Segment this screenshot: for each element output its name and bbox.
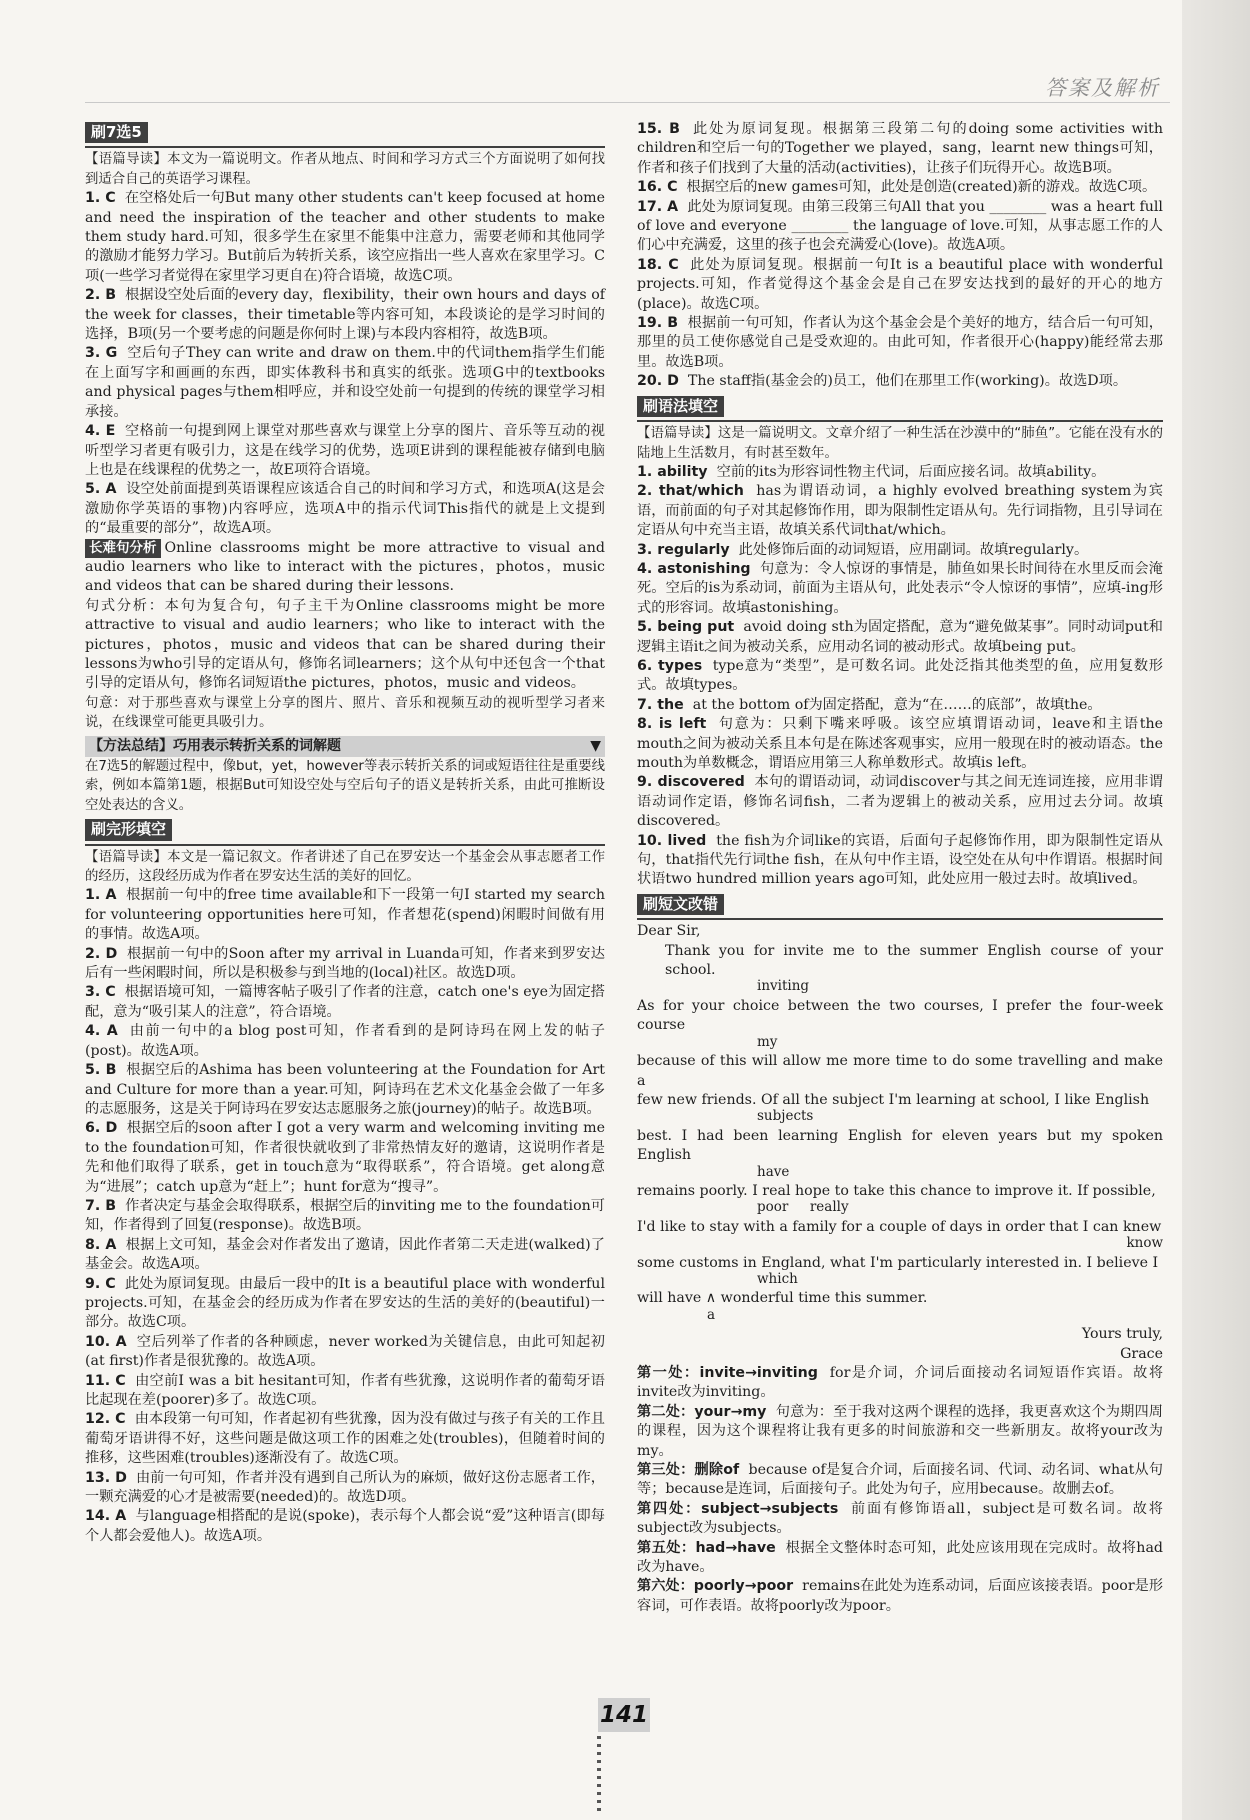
text-segment: for是介词，介词后面接动名词短语作宾语。故将invite改为inviting。 — [637, 1365, 1164, 1401]
text-segment: 6. D — [85, 1120, 118, 1137]
text-segment: 15. B — [637, 121, 680, 137]
text-segment: The staff指(基金会的)员工，他们在那里工作(working)。故选D项。 — [687, 373, 1128, 390]
text-segment: at the bottom of为固定搭配，意为“在……的底部”，故填the。 — [692, 696, 1102, 713]
right-column — [637, 120, 1163, 1616]
page-dots-decoration — [597, 1736, 601, 1816]
text-segment: 根据设空处后面的every day，flexibility，their own hours and days of the week for classes，their timetable等内容可知，本段谈论的是学习时间的选择，B项(另一个要考虑的问题是你何时上课)与本段内容相符，故选B项。 — [85, 287, 606, 343]
answer-item — [637, 657, 1163, 696]
text-segment: 2. B — [85, 287, 117, 304]
text-segment: 作者决定与基金会取得联系，根据空后的inviting me to the foundation可知，作者得到了回复(response)。故选B项。 — [85, 1197, 605, 1234]
text-segment: 根据空后的new games可知，此处是创造(created)新的游戏。故选C项。 — [686, 179, 1157, 196]
text-segment: 3. regularly — [637, 541, 730, 558]
letter-closing: Yours truly, — [1081, 1326, 1163, 1343]
answer-item — [85, 1197, 605, 1236]
text-segment: 在空格处后一句But many other students can't keep focused at home and need the inspiration of the teacher and other students to make them study hard.可知，很多学生在家里不能集中注意力，需要老师和其他同学的激励才能努力学习。But前后为转折关系，该空应指出一些人喜欢在家里学习。C项(一些学习者觉得在家里学习更自在)符合语境，故选C项。 — [85, 190, 605, 284]
text-segment: 前面有修饰语all，subject是可数名词。故将subject改为subjects。 — [637, 1500, 1163, 1537]
answer-list-cloze-continued — [637, 120, 1163, 392]
section-title: 刷7选5 — [85, 122, 148, 143]
text-segment: type意为“类型”，是可数名词。此处泛指其他类型的鱼，应用复数形式。故填types。 — [637, 657, 1163, 694]
answer-item — [85, 945, 605, 984]
answer-item — [637, 463, 1163, 482]
method-title: 【方法总结】巧用表示转折关系的词解题 — [89, 737, 341, 754]
answer-item — [637, 618, 1163, 657]
correction-item — [637, 1403, 1163, 1461]
text-segment: 19. B — [637, 315, 679, 332]
text-segment: 4. E — [85, 423, 116, 440]
correction-item — [637, 1500, 1163, 1539]
letter-line: best. I had been learning English for eleven years but my spoken English — [637, 1127, 1163, 1164]
text-segment: 空后列举了作者的各种顾虑，never worked为关键信息，由此可知起初(at first)作者是很犹豫的。故选A项。 — [85, 1333, 605, 1370]
page-edge-shadow — [1182, 0, 1250, 1820]
answer-item — [85, 1119, 605, 1197]
answer-item — [85, 189, 605, 286]
header-rule — [85, 102, 1170, 103]
text-segment: 第五处：had→have — [637, 1539, 776, 1556]
letter-signature: Grace — [1120, 1345, 1163, 1362]
analysis-meaning: 句意：对于那些喜欢与课堂上分享的图片、照片、音乐和视频互动的视听型学习者来说，在线课堂可能更具吸引力。 — [85, 695, 605, 731]
answer-item — [637, 120, 1163, 178]
text-segment: 第三处：删除of — [637, 1462, 740, 1479]
text-segment: has为谓语动词，a highly evolved breathing system为宾语，而前面的句子对其起修饰作用，即为限制性定语从句。先行词指物，且引导词在定语从句中充当主语，故填关系代词that/which。 — [637, 483, 1163, 539]
text-segment: 4. astonishing — [637, 560, 751, 577]
text-segment: 句意为：至于我对这两个课程的选择，我更喜欢这个为期四周的课程，因为这个课程将让我有更多的时间旅游和交一些新朋友。故将your改为my。 — [637, 1403, 1163, 1459]
text-segment: remains在此处为连系动词，后面应该接表语。poor是形容词，可作表语。故将poorly改为poor。 — [637, 1578, 1164, 1614]
text-segment: 5. B — [85, 1062, 117, 1079]
answer-item — [85, 286, 605, 344]
answer-item — [85, 1275, 605, 1333]
answer-item — [637, 560, 1163, 618]
answer-item — [637, 696, 1163, 715]
answer-item — [85, 1236, 605, 1275]
answer-item — [85, 1469, 605, 1508]
text-segment: 根据空后的soon after I got a very warm and welcoming inviting me to the foundation可知，作者很快就收到了非常热情友好的邀请，这说明作者是先和他们取得了联系，get in touch意为“取得联系”，符合语境。get along意为“进展”；catch up意为“赶上”；hunt for意为“搜寻”。 — [85, 1120, 605, 1195]
correction-word: know — [1126, 1235, 1163, 1252]
page-number: 141 — [598, 1698, 650, 1732]
text-segment: 由前一句中的a blog post可知，作者看到的是阿诗玛在网上发的帖子(post)。故选A项。 — [85, 1023, 605, 1059]
text-segment: 根据全文整体时态可知，此处应该用现在完成时。故将had改为have。 — [637, 1539, 1163, 1576]
correction-item — [637, 1461, 1163, 1500]
text-segment: 11. C — [85, 1372, 126, 1389]
text-segment: 7. B — [85, 1197, 117, 1214]
text-segment: 10. lived — [637, 832, 707, 849]
answer-item — [85, 886, 605, 944]
text-segment: 第二处：your→my — [637, 1403, 767, 1420]
text-segment: 5. being put — [637, 619, 735, 636]
letter-line: because of this will allow me more time to do some travelling and make a — [637, 1053, 1163, 1089]
text-segment: 6. types — [637, 657, 703, 674]
correction-word: which — [757, 1270, 798, 1287]
answer-item — [85, 1507, 605, 1546]
answer-item — [637, 832, 1163, 890]
text-segment: avoid doing sth为固定搭配，意为“避免做某事”。同时动词put和逻辑主语it之间为被动关系，应用动名词的被动形式。故填being put。 — [637, 619, 1163, 655]
correction-word: inviting — [757, 978, 810, 995]
section-header-error-correction — [637, 894, 1163, 920]
correction-letter — [637, 922, 1163, 1364]
answer-item — [637, 715, 1163, 773]
text-segment: 第四处：subject→subjects — [637, 1500, 839, 1517]
text-segment: 此处为原词复现。由最后一段中的It is a beautiful place with wonderful projects.可知，在基金会的经历成为作者在罗安达的生活的美好的(beautiful)一部分。故选C项。 — [85, 1275, 605, 1331]
text-segment: 1. A — [85, 887, 117, 904]
text-segment: 12. C — [85, 1411, 126, 1428]
letter-line: will have ∧ wonderful time this summer. — [637, 1290, 928, 1307]
text-segment: 根据空后的Ashima has been volunteering at the Foundation for Art and Culture for more than a year.可知，阿诗玛在艺术文化基金会做了一年多的志愿服务，这是关于阿诗玛在罗安达志愿服务之旅(journey)的帖子。故选B项。 — [85, 1062, 605, 1117]
correction-item — [637, 1577, 1163, 1616]
section-header-cloze — [85, 819, 605, 845]
text-segment: 根据前一句中的free time available和下一段第一句I started my search for volunteering opportunities here可知，作者想花(spend)闲暇时间做有用的事情。故选A项。 — [85, 887, 605, 943]
method-summary-body: 在7选5的解题过程中，像but，yet，however等表示转折关系的词或短语往往是重要线索，例如本篇第1题，根据But可知设空处与空后句子的语义是转折关系，由此可推断设空处表达的含义。 — [85, 759, 605, 813]
page-header-title: 答案及解析 — [1045, 76, 1160, 100]
answer-item — [637, 482, 1163, 540]
text-segment: 此处为原词复现。根据前一句It is a beautiful place with wonderful projects.可知，作者觉得这个基金会是自己在罗安达找到的最好的开心的地方(place)。故选C项。 — [637, 256, 1163, 312]
section-title: 刷短文改错 — [637, 894, 724, 915]
text-segment: poor — [757, 1199, 789, 1216]
correction-word: subjects — [757, 1108, 814, 1125]
text-segment: 根据前一句可知，作者认为这个基金会是个美好的地方，结合后一句可知，那里的员工使你感觉自己是受欢迎的。由此可知，作者很开心(happy)能经常去那里。故选B项。 — [637, 315, 1163, 370]
answer-list-grammar-fill — [637, 463, 1163, 890]
letter-line: As for your choice between the two courses, I prefer the four-week course — [637, 997, 1163, 1034]
text-segment: 空格前一句提到网上课堂对那些喜欢与课堂上分享的图片、音乐等互动的视听型学习者更有吸引力，这是在线学习的优势，选项E讲到的课程能被存储到电脑上也是在线课程的优势之一，故E项符合语境。 — [85, 423, 605, 478]
analysis-sentence: Online classrooms might be more attractive to visual and audio learners who like to interact with the pictures，photos，music and videos that can be shared during their lessons. — [85, 539, 605, 595]
expand-arrow-icon: ▼ — [590, 737, 601, 754]
passage-intro: 【语篇导读】本文为一篇说明文。作者从地点、时间和学习方式三个方面说明了如何找到适合自己的英语学习课程。 — [85, 152, 605, 187]
text-segment: 10. A — [85, 1333, 127, 1350]
answer-item — [85, 1410, 605, 1468]
text-segment: 2. D — [85, 945, 118, 962]
text-segment: 根据前一句中的Soon after my arrival in Luanda可知，作者来到罗安达后有一些闲暇时间，所以是积极参与到当地的(local)社区。故选D项。 — [85, 945, 605, 982]
text-segment: 4. A — [85, 1023, 118, 1040]
text-segment: 17. A — [637, 198, 679, 215]
text-segment: 18. C — [637, 256, 679, 273]
text-segment: really — [809, 1199, 849, 1216]
letter-greeting: Dear Sir, — [637, 923, 701, 940]
letter-line: remains poorly. I real hope to take this chance to improve it. If possible, — [637, 1182, 1156, 1199]
text-segment: 20. D — [637, 373, 679, 390]
analysis-tag: 长难句分析 — [85, 539, 161, 558]
text-segment: 5. A — [85, 481, 117, 498]
correction-word — [637, 1198, 1163, 1217]
letter-line: Thank you for invite me to the summer English course of your school. — [665, 942, 1163, 979]
correction-item — [637, 1539, 1163, 1578]
section-title: 刷完形填空 — [85, 819, 172, 840]
text-segment: 2. that/which — [637, 483, 744, 500]
text-segment: 句意为：令人惊讶的事情是，肺鱼如果长时间待在水里反而会淹死。空后的is为系动词，前面为主语从句，此处表示“令人惊讶的事情”，应填-ing形式的形容词。故填astonishing。 — [637, 560, 1163, 616]
correction-word: my — [757, 1033, 778, 1050]
text-segment: 第六处：poorly→poor — [637, 1578, 794, 1595]
text-segment: 16. C — [637, 179, 678, 196]
left-column — [85, 120, 605, 1546]
correction-item — [637, 1364, 1163, 1403]
section-header-grammar-fill — [637, 396, 1163, 422]
text-segment: the fish为介词like的宾语，后面句子起修饰作用，即为限制性定语从句，that指代先行词the fish，在从句中作主语，设空处在从句中作谓语。根据时间状语two hundred million years ago可知，此处应用一般过去时。故填lived。 — [637, 832, 1163, 888]
answer-item — [637, 256, 1163, 314]
text-segment: 第一处：invite→inviting — [637, 1365, 818, 1381]
text-segment: 设空处前面提到英语课程应该适合自己的时间和学习方式，和选项A(这是会激励你学英语的事物)内容呼应，选项A中的指示代词This指代的就是上文提到的“最重要的部分”，故选A项。 — [85, 481, 605, 537]
answer-item — [85, 1061, 605, 1119]
answer-item — [637, 372, 1163, 391]
text-segment: 空前的its为形容词性物主代词，后面应接名词。故填ability。 — [716, 463, 1106, 480]
answer-item — [85, 1333, 605, 1372]
text-segment: 13. D — [85, 1469, 127, 1486]
analysis-structure: 句式分析：本句为复合句，句子主干为Online classrooms might be more attractive to visual and audio learners；who like to interact with the pictures，photos，music and videos that can be shared during their lessons为who引导的定语从句，修饰名词learners；这个从句中还包含一个that引导的定语从句，修饰名词短语the pictures，photos，music and videos。 — [85, 597, 605, 692]
text-segment: 3. G — [85, 345, 118, 362]
answer-list-cloze — [85, 886, 605, 1546]
text-segment: 9. discovered — [637, 774, 745, 791]
answer-list-7-choose-5 — [85, 189, 605, 538]
answer-item — [85, 480, 605, 538]
answer-item — [85, 983, 605, 1022]
text-segment: 根据上文可知，基金会对作者发出了邀请，因此作者第二天走进(walked)了基金会。故选A项。 — [85, 1236, 605, 1273]
long-sentence-analysis — [85, 539, 605, 733]
passage-intro: 【语篇导读】本文是一篇记叙文。作者讲述了自己在罗安达一个基金会从事志愿者工作的经历，这段经历成为作者在罗安达生活的美好的回忆。 — [85, 849, 605, 885]
answer-item — [85, 1022, 605, 1061]
text-segment: 此处为原词复现。由第三段第三句All that you ________ was a heart full of love and everyone ________ the language of love.可知，从事志愿工作的人们心中充满爱，这里的孩子也会充满爱心(love)。故选A项。 — [637, 198, 1163, 254]
letter-line: few new friends. Of all the subject I'm learning at school, I like English — [637, 1091, 1150, 1108]
section-title: 刷语法填空 — [637, 396, 724, 417]
text-segment: 本句的谓语动词，动词discover与其之间无连词连接，应用非谓语动词作定语，修饰名词fish，二者为逻辑上的被动关系，应用过去分词。故填discovered。 — [637, 774, 1163, 830]
text-segment: 此处修饰后面的动词短语，应用副词。故填regularly。 — [738, 541, 1089, 558]
text-segment: 8. A — [85, 1236, 117, 1253]
text-segment: because of是复合介词，后面接名词、代词、动名词、what从句等；because是连词，后面接句子。此处为句子，应用because。故删去of。 — [637, 1462, 1163, 1498]
letter-line: I'd like to stay with a family for a couple of days in order that I can knew — [637, 1218, 1162, 1235]
text-segment: 7. the — [637, 696, 684, 713]
text-segment: 此处为原词复现。根据第三段第二句的doing some activities with children和空后一句的Together we played，sang，learnt new things可知，作者和孩子们找到了大量的活动(activities)，让孩子们玩得开心。故选B项。 — [637, 121, 1163, 176]
text-segment: 由空前I was a bit hesitant可知，作者有些犹豫，这说明作者的葡萄牙语比起现在差(poorer)多了。故选C项。 — [85, 1372, 605, 1408]
answer-item — [637, 178, 1163, 197]
text-segment: 由前一句可知，作者并没有遇到自己所认为的麻烦，做好这份志愿者工作，一颗充满爱的心才是被需要(needed)的。故选D项。 — [85, 1469, 605, 1506]
answer-item — [85, 422, 605, 480]
correction-explanations — [637, 1364, 1163, 1616]
answer-item — [637, 314, 1163, 372]
text-segment: 由本段第一句可知，作者起初有些犹豫，因为没有做过与孩子有关的工作且葡萄牙语讲得不好，这些问题是做这项工作的困难之处(troubles)，但随着时间的推移，这些困难(troubles)逐渐没有了。故选C项。 — [85, 1411, 605, 1467]
answer-item — [85, 344, 605, 422]
text-segment: 14. A — [85, 1508, 127, 1525]
text-segment: 1. C — [85, 190, 116, 207]
text-segment: 9. C — [85, 1275, 116, 1292]
answer-item — [637, 198, 1163, 256]
answer-item — [637, 773, 1163, 831]
letter-line: some customs in England, what I'm particularly interested in. I believe I — [637, 1254, 1159, 1271]
text-segment: 句意为：只剩下嘴来呼吸。该空应填谓语动词，leave和主语the mouth之间为被动关系且本句是在陈述客观事实，应用一般现在时的被动语态。the mouth为单数概念，谓语应用第三人称单数形式。故填is left。 — [637, 716, 1163, 771]
text-segment: 1. ability — [637, 463, 708, 480]
correction-word: a — [707, 1306, 716, 1323]
text-segment: 空后句子They can write and draw on them.中的代词them指学生们能在上面写字和画画的东西，即实体教科书和真实的纸张。选项G中的textbooks and physical pages与them相呼应，并和设空处前一句提到的传统的课堂学习相承接。 — [85, 345, 605, 420]
passage-intro: 【语篇导读】这是一篇说明文。文章介绍了一种生活在沙漠中的“肺鱼”。它能在没有水的陆地上生活数月，有时甚至数年。 — [637, 426, 1163, 461]
section-header-7-choose-5 — [85, 122, 605, 148]
answer-item — [85, 1372, 605, 1411]
method-summary-header — [85, 736, 605, 757]
text-segment: 根据语境可知，一篇博客帖子吸引了作者的注意，catch one's eye为固定搭配，意为“吸引某人的注意”，符合语境。 — [85, 984, 605, 1020]
answer-item — [637, 541, 1163, 560]
text-segment: 与language相搭配的是说(spoke)，表示每个人都会说“爱”这种语言(即每个人都会爱他人)。故选A项。 — [85, 1508, 605, 1544]
text-segment: 8. is left — [637, 716, 707, 733]
correction-word: have — [757, 1163, 790, 1180]
text-segment: 3. C — [85, 984, 116, 1001]
